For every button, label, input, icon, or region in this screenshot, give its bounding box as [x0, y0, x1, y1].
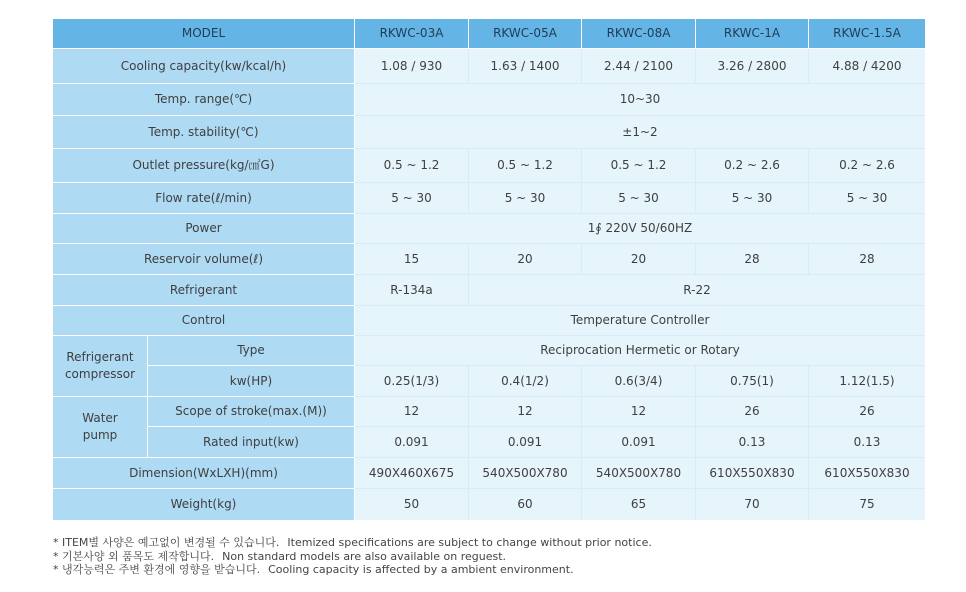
row-label-kw-hp: kw(HP) [148, 366, 355, 397]
cell-value: ±1~2 [355, 116, 925, 149]
table-row [53, 49, 925, 84]
table-row [53, 489, 925, 520]
footnote-english: Itemized specifications are subject to change without prior notice. [287, 536, 652, 549]
cell-value: 60 [469, 489, 582, 520]
footnote [53, 563, 652, 577]
cell-value: 2.44 / 2100 [582, 49, 696, 84]
row-label-refrigerant: Refrigerant [53, 275, 355, 306]
cell-value: 50 [355, 489, 469, 520]
cell-value: 610X550X830 [809, 458, 925, 489]
footnote [53, 550, 652, 564]
group-label-line: Refrigerant [66, 350, 134, 364]
table-row [53, 275, 925, 306]
cell-value: 12 [469, 397, 582, 427]
cell-value: 0.091 [469, 427, 582, 458]
cell-value: 540X500X780 [582, 458, 696, 489]
cell-value: 1.12(1.5) [809, 366, 925, 397]
row-label-cooling-capacity: Cooling capacity(kw/kcal/h) [53, 49, 355, 84]
footnote-korean: * ITEM별 사양은 예고없이 변경될 수 있습니다. [53, 536, 280, 549]
cell-value: 0.091 [582, 427, 696, 458]
model-column-header: RKWC-08A [582, 19, 696, 49]
row-label-outlet-pressure: Outlet pressure(kg/㎠G) [53, 149, 355, 183]
cell-value: 28 [809, 244, 925, 275]
model-column-header: RKWC-1.5A [809, 19, 925, 49]
cell-value: 5 ~ 30 [809, 183, 925, 214]
table-row [53, 149, 925, 183]
model-header: MODEL [53, 19, 355, 49]
table-row [53, 116, 925, 149]
table-row [53, 427, 925, 458]
cell-value: 5 ~ 30 [355, 183, 469, 214]
footnote-english: Non standard models are also available on reguest. [222, 549, 507, 563]
row-label-power: Power [53, 214, 355, 244]
group-label-line: Water [82, 411, 118, 425]
cell-value: 5 ~ 30 [696, 183, 809, 214]
row-label-flow-rate: Flow rate(ℓ/min) [53, 183, 355, 214]
cell-value: Reciprocation Hermetic or Rotary [355, 336, 925, 366]
cell-value: 540X500X780 [469, 458, 582, 489]
cell-value: 20 [582, 244, 696, 275]
cell-value: Temperature Controller [355, 306, 925, 336]
row-label-scope-of-stroke: Scope of stroke(max.(M)) [148, 397, 355, 427]
cell-value: 0.2 ~ 2.6 [809, 149, 925, 183]
cell-value: 0.2 ~ 2.6 [696, 149, 809, 183]
cell-value: 490X460X675 [355, 458, 469, 489]
group-label-water-pump [53, 397, 148, 458]
cell-value: 0.13 [696, 427, 809, 458]
cell-value: 3.26 / 2800 [696, 49, 809, 84]
cell-value: 0.5 ~ 1.2 [355, 149, 469, 183]
model-column-header: RKWC-1A [696, 19, 809, 49]
row-label-dimension: Dimension(WxLXH)(mm) [53, 458, 355, 489]
footnote-korean: * 냉각능력은 주변 환경에 영향을 받습니다. [53, 563, 261, 576]
cell-value: 1.63 / 1400 [469, 49, 582, 84]
cell-value: 0.6(3/4) [582, 366, 696, 397]
cell-value: R-22 [469, 275, 925, 306]
table-row [53, 306, 925, 336]
cell-value: 75 [809, 489, 925, 520]
cell-value: 10~30 [355, 84, 925, 116]
footnotes [53, 536, 652, 577]
table-row [53, 214, 925, 244]
cell-value: 1.08 / 930 [355, 49, 469, 84]
cell-value: 0.091 [355, 427, 469, 458]
cell-value: 26 [696, 397, 809, 427]
footnote [53, 536, 652, 550]
cell-value: 5 ~ 30 [582, 183, 696, 214]
cell-value: 5 ~ 30 [469, 183, 582, 214]
cell-value: 12 [355, 397, 469, 427]
cell-value: 28 [696, 244, 809, 275]
table-row [53, 244, 925, 275]
row-label-rated-input: Rated input(kw) [148, 427, 355, 458]
spec-table [53, 19, 925, 520]
cell-value: 70 [696, 489, 809, 520]
model-column-header: RKWC-05A [469, 19, 582, 49]
row-label-temp-stability: Temp. stability(℃) [53, 116, 355, 149]
cell-value: 15 [355, 244, 469, 275]
cell-value: 0.5 ~ 1.2 [469, 149, 582, 183]
cell-value: 26 [809, 397, 925, 427]
footnote-korean: * 기본사양 외 품목도 제작합니다. [53, 549, 215, 563]
row-label-weight: Weight(kg) [53, 489, 355, 520]
group-label-refrigerant-compressor [53, 336, 148, 397]
cell-value: 20 [469, 244, 582, 275]
group-label-line: pump [82, 428, 118, 442]
row-label-type: Type [148, 336, 355, 366]
row-label-temp-range: Temp. range(℃) [53, 84, 355, 116]
cell-value: 0.75(1) [696, 366, 809, 397]
cell-value: 1∮ 220V 50/60HZ [355, 214, 925, 244]
cell-value: 4.88 / 4200 [809, 49, 925, 84]
table-row [53, 397, 925, 427]
cell-value: 0.25(1/3) [355, 366, 469, 397]
cell-value: 610X550X830 [696, 458, 809, 489]
cell-value: R-134a [355, 275, 469, 306]
table-row [53, 84, 925, 116]
cell-value: 0.5 ~ 1.2 [582, 149, 696, 183]
table-row [53, 183, 925, 214]
table-row [53, 458, 925, 489]
cell-value: 0.13 [809, 427, 925, 458]
cell-value: 65 [582, 489, 696, 520]
table-row [53, 336, 925, 366]
header-row [53, 19, 925, 49]
model-column-header: RKWC-03A [355, 19, 469, 49]
footnote-english: Cooling capacity is affected by a ambient environment. [268, 563, 574, 576]
row-label-reservoir-volume: Reservoir volume(ℓ) [53, 244, 355, 275]
cell-value: 12 [582, 397, 696, 427]
table-row [53, 366, 925, 397]
cell-value: 0.4(1/2) [469, 366, 582, 397]
group-label-line: compressor [64, 367, 136, 381]
row-label-control: Control [53, 306, 355, 336]
